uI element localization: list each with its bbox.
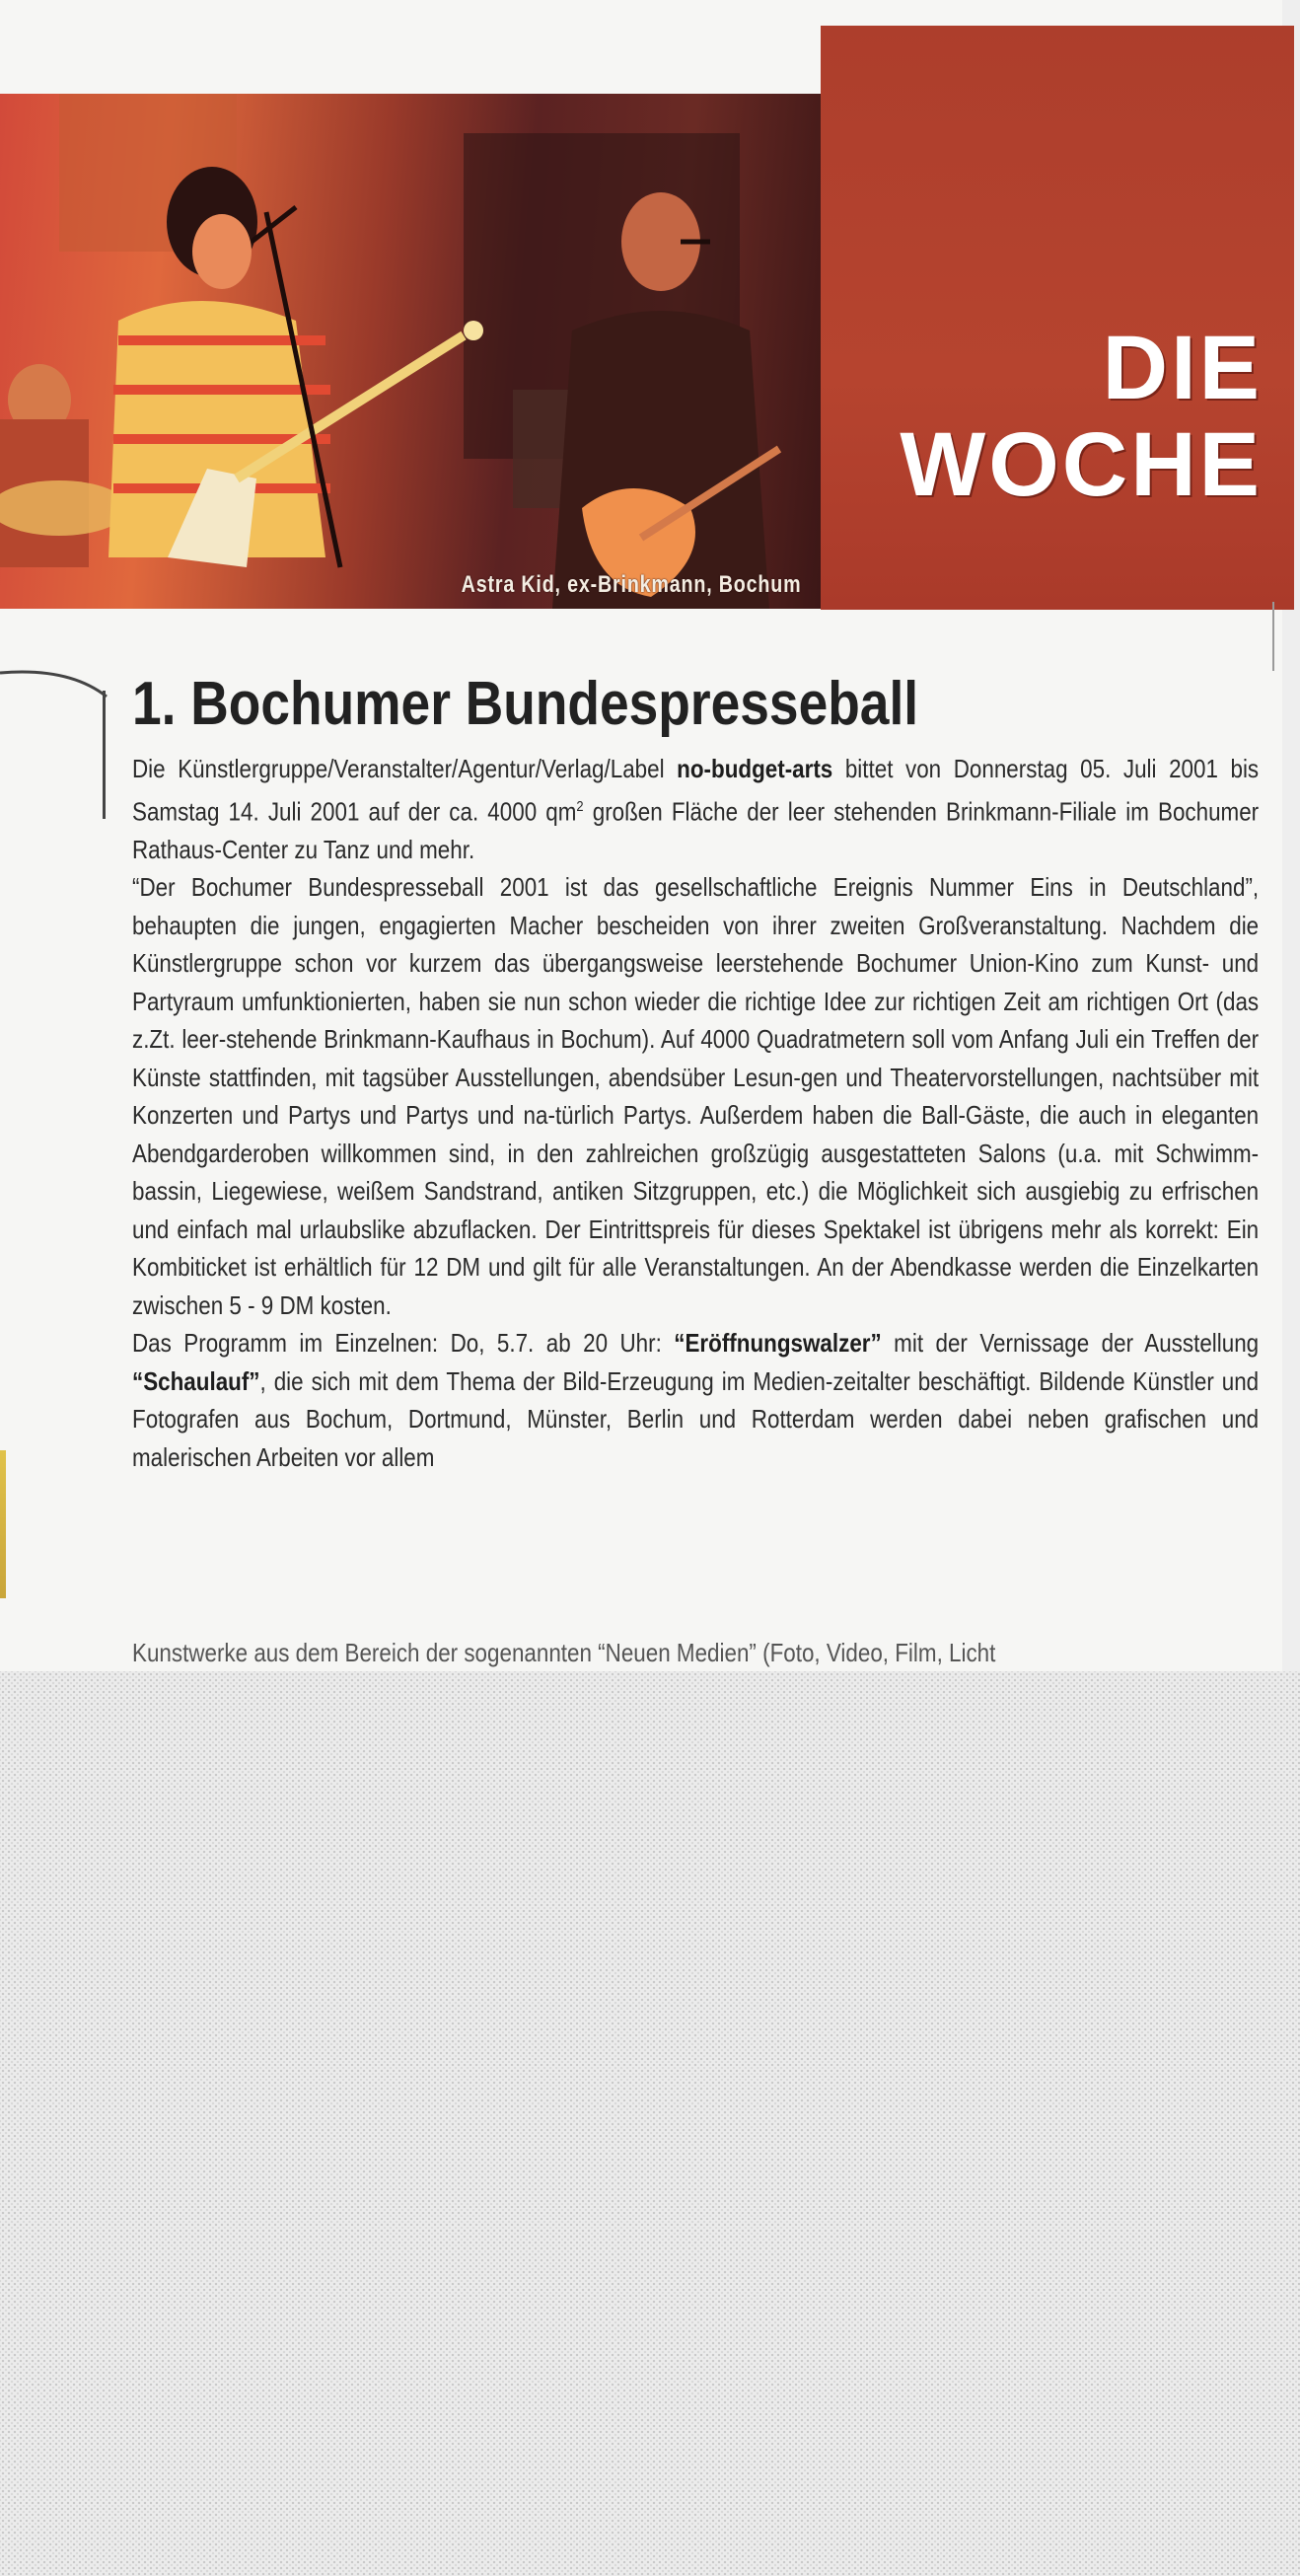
photo-caption: Astra Kid, ex-Brinkmann, Bochum	[461, 571, 801, 598]
edge-scrap	[0, 1450, 6, 1598]
paragraph-1	[132, 750, 1259, 868]
p3-text-a: Das Programm im Einzelnen: Do, 5.7. ab 20 Uhr:	[132, 1328, 675, 1359]
section-title-line1: DIE	[1102, 318, 1263, 418]
paragraph-2: “Der Bochumer Bundespresseball 2001 ist das gesellschaftliche Ereignis Nummer Eins in Deutschland”, behaupten die jungen, engagierten Macher bescheiden von ihrer zweiten Großveranstaltung. Nachdem die Künstlergruppe schon vor kurzem das übergangsweise leerstehende Bochumer Union-Kino zum Kunst- und Partyraum umfunktionierten, haben sie nun schon wieder die richtige Idee zur richtigen Zeit am richtigen Ort (das z.Zt. leer-stehende Brinkmann-Kaufhaus in Bochum). Auf 4000 Quadratmetern soll vom Anfang Juli ein Treffen der Künste stattfinden, mit tagsüber Ausstellungen, abendsüber Lesun-gen und Theatervorstellungen, nachtsüber mit Konzerten und Partys und Partys und na-türlich Partys. Außerdem haben die Ball-Gäste, die auch in eleganten Abendgarderoben willkommen sind, in den zahlreichen großzügig ausgestatteten Salons (u.a. mit Schwimm-bassin, Liegewiese, weißem Sandstrand, antiken Sitzgruppen, etc.) die Möglichkeit sich ausgiebig zu erfrischen und einfach mal urlaubslike abzuflacken. Der Eintrittspreis für dieses Spektakel ist übrigens mehr als korrekt: Ein Kombiticket ist erhältlich für 12 DM und gilt für alle Veranstaltungen. An der Abendkasse werden die Einzelkarten zwischen 5 - 9 DM kosten.	[132, 872, 1260, 1320]
section-header-box	[821, 26, 1294, 610]
margin-hook-mark	[0, 667, 108, 726]
p3-bold-exhibition: “Schaulauf”	[132, 1365, 260, 1396]
p1-bold-label: no-budget-arts	[677, 754, 833, 783]
page-edge-line	[1272, 602, 1274, 671]
cutoff-line	[0, 1638, 1282, 1671]
p3-bold-event: “Eröffnungswalzer”	[674, 1328, 882, 1359]
p3-text-b: mit der Vernissage der Ausstellung	[881, 1328, 1260, 1359]
p1-superscript: 2	[576, 797, 584, 815]
paragraph-3	[132, 1324, 1259, 1476]
halftone-background	[0, 1671, 1300, 2576]
p3-text-c: , die sich mit dem Thema der Bild-Erzeugung im Medien-zeitalter beschäftigt. Bildende Künstler und Fotografen aus Bochum, Dortmund, Münster, Berlin und Rotterdam werden dabei neben grafischen und malerischen Arbeiten vor allem	[132, 1365, 1260, 1472]
p1-text-a: Die Künstlergruppe/Veranstalter/Agentur/Verlag/Label	[132, 754, 678, 783]
section-title-line2: WOCHE	[900, 414, 1263, 515]
article	[132, 667, 1259, 1476]
p1-text-c: großen Fläche der leer stehenden Brinkmann-Filiale im Bochumer Rathaus-Center zu Tanz und mehr.	[132, 796, 1260, 864]
concert-illustration	[0, 94, 827, 609]
band-photo	[0, 94, 827, 609]
article-body	[132, 750, 1259, 1476]
p1-text-b: bittet von Donnerstag 05. Juli 2001 bis Samstag 14. Juli 2001 auf der ca. 4000 qm	[132, 754, 1260, 827]
cutoff-text: Kunstwerke aus dem Bereich der sogenannten “Neuen Medien” (Foto, Video, Film, Licht	[132, 1638, 996, 1667]
margin-bar	[103, 691, 106, 819]
article-title: 1. Bochumer Bundespresseball	[132, 670, 919, 738]
section-title	[900, 320, 1263, 513]
